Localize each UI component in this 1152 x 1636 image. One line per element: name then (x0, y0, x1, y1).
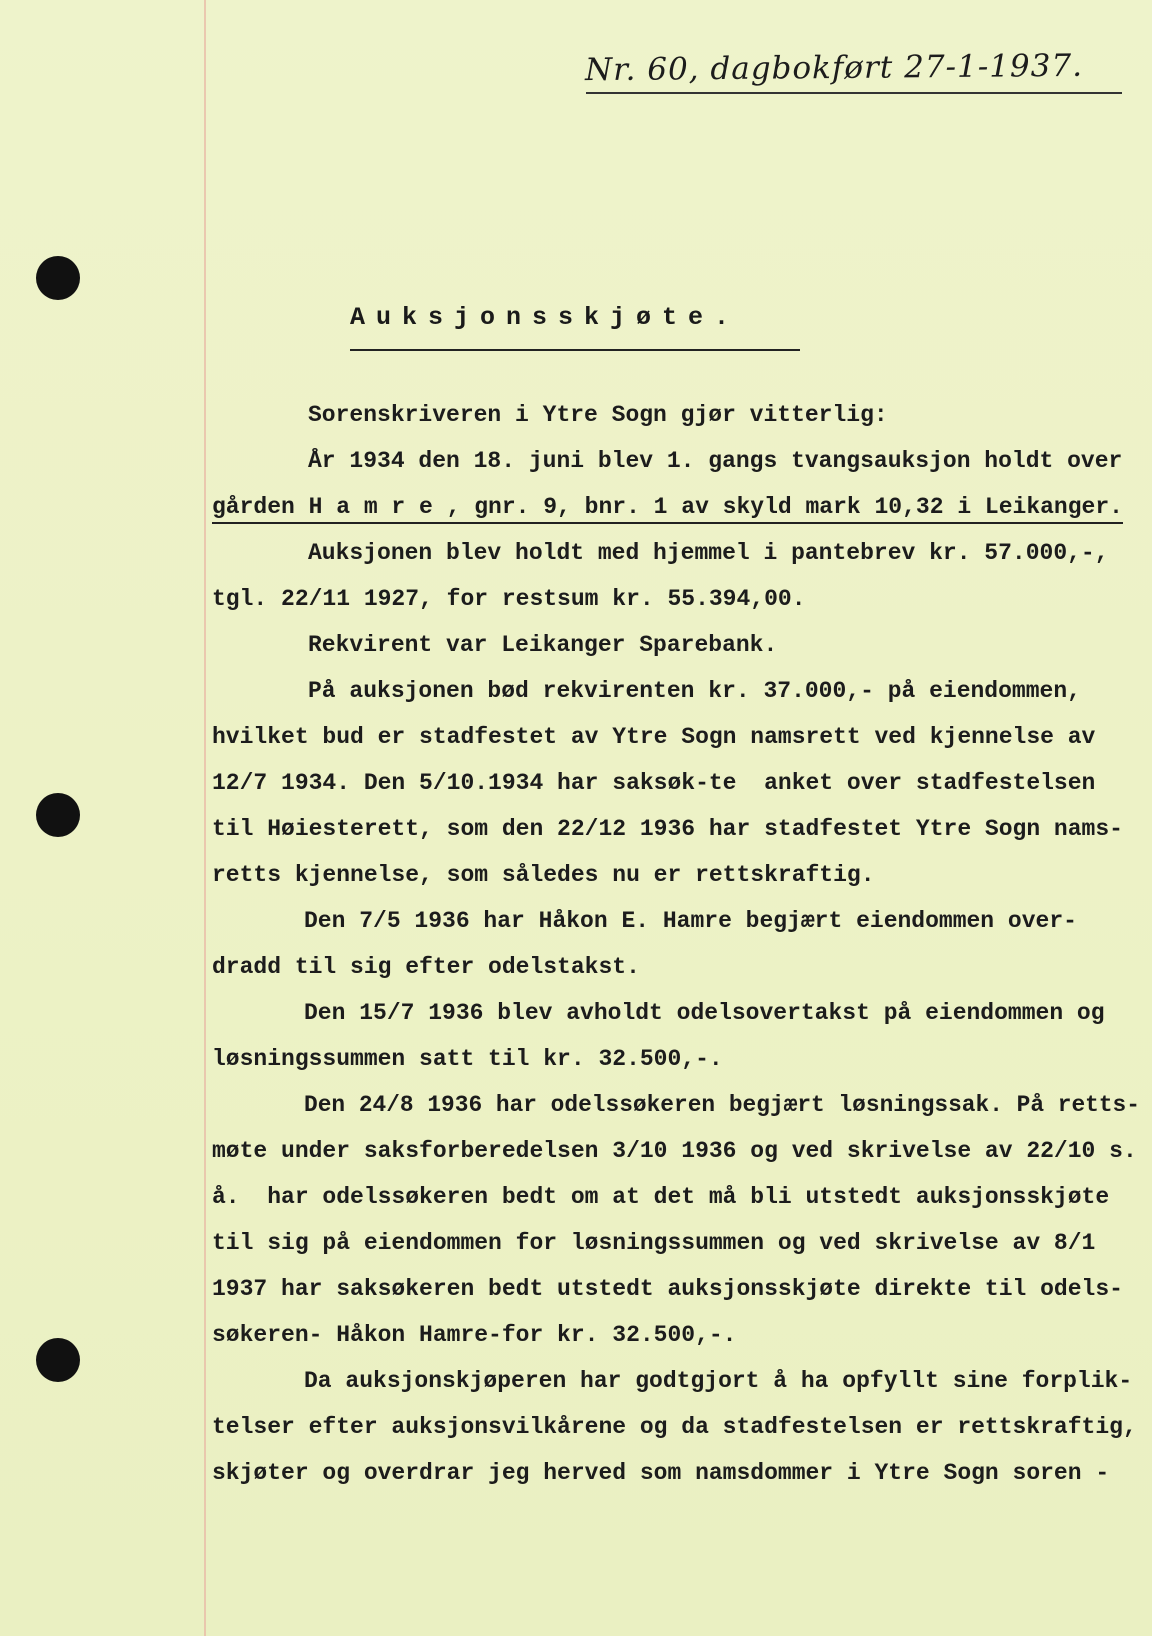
text-line: På auksjonen bød rekvirenten kr. 37.000,- på eiendommen, (308, 678, 1081, 704)
text-line: dradd til sig efter odelstakst. (212, 954, 640, 980)
text-line: 12/7 1934. Den 5/10.1934 har saksøk-te anket over stadfestelsen (212, 770, 1096, 796)
text-line: skjøter og overdrar jeg herved som namsdommer i Ytre Sogn soren - (212, 1460, 1110, 1486)
text-line: retts kjennelse, som således nu er rettskraftig. (212, 862, 875, 888)
text-line: tgl. 22/11 1927, for restsum kr. 55.394,00. (212, 586, 806, 612)
header-underline (586, 92, 1122, 94)
text-line: Den 7/5 1936 har Håkon E. Hamre begjært eiendommen over- (304, 908, 1077, 934)
text-line: hvilket bud er stadfestet av Ytre Sogn namsrett ved kjennelse av (212, 724, 1096, 750)
punch-hole (36, 793, 80, 837)
text-line-underlined: gården H a m r e , gnr. 9, bnr. 1 av skyld mark 10,32 i Leikanger. (212, 496, 1123, 524)
text-line: å. har odelssøkeren bedt om at det må bli utstedt auksjonsskjøte (212, 1184, 1110, 1210)
text-line: til Høiesterett, som den 22/12 1936 har stadfestet Ytre Sogn nams- (212, 816, 1123, 842)
text-line: 1937 har saksøkeren bedt utstedt auksjonsskjøte direkte til odels- (212, 1276, 1123, 1302)
punch-hole (36, 1338, 80, 1382)
text-line: År 1934 den 18. juni blev 1. gangs tvangsauksjon holdt over (308, 448, 1123, 474)
text-line: møte under saksforberedelsen 3/10 1936 og ved skrivelse av 22/10 s. (212, 1138, 1137, 1164)
document-title: Auksjonsskjøte. (350, 303, 741, 332)
text-line: Auksjonen blev holdt med hjemmel i pantebrev kr. 57.000,-, (308, 540, 1109, 566)
text-line: Rekvirent var Leikanger Sparebank. (308, 632, 778, 658)
text-line: Da auksjonskjøperen har godtgjort å ha opfyllt sine forplik- (304, 1368, 1133, 1394)
text-line: løsningssummen satt til kr. 32.500,-. (212, 1046, 723, 1072)
text-line: Den 24/8 1936 har odelssøkeren begjært løsningssak. På retts- (304, 1092, 1140, 1118)
text-line: Den 15/7 1936 blev avholdt odelsovertakst på eiendommen og (304, 1000, 1105, 1026)
text-line: telser efter auksjonsvilkårene og da stadfestelsen er rettskraftig, (212, 1414, 1137, 1440)
title-underline (350, 349, 800, 351)
punch-hole (36, 256, 80, 300)
text-line: Sorenskriveren i Ytre Sogn gjør vitterlig: (308, 402, 888, 428)
handwritten-header: Nr. 60, dagbokført 27-1-1937. (584, 47, 1084, 89)
text-line: til sig på eiendommen for løsningssummen og ved skrivelse av 8/1 (212, 1230, 1096, 1256)
margin-rule (204, 0, 206, 1636)
text-line: søkeren- Håkon Hamre-for kr. 32.500,-. (212, 1322, 737, 1348)
